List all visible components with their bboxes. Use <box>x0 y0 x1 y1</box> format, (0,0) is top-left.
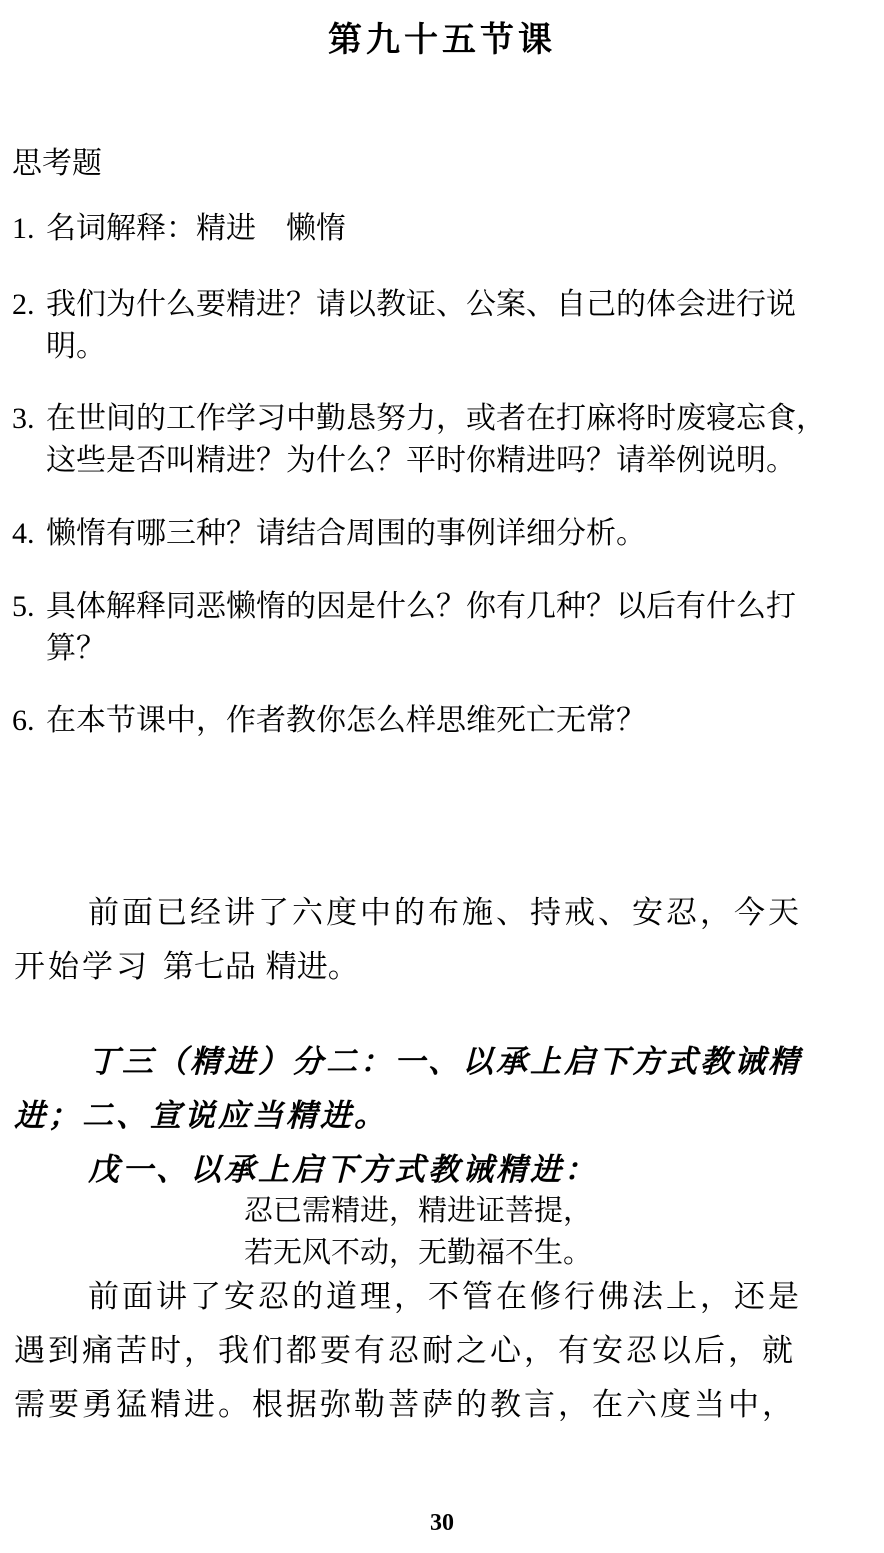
question-number: 2. <box>12 288 35 321</box>
question-number: 6. <box>12 704 35 737</box>
question-2 <box>12 284 872 368</box>
outline-heading <box>14 1035 872 1197</box>
outline-line-2: 进；二、宣说应当精进。 <box>14 1098 388 1134</box>
intro-line-2 <box>14 940 872 994</box>
question-text: 在本节课中，作者教你怎么样思维死亡无常？ <box>46 703 646 738</box>
questions-heading: 思考题 <box>12 146 102 181</box>
question-5 <box>12 586 872 670</box>
intro-prefix: 开始学习 <box>14 949 150 985</box>
body-paragraph <box>14 1270 872 1432</box>
question-text-continued: 算？ <box>46 631 106 666</box>
question-1 <box>12 208 872 250</box>
question-text: 懒惰有哪三种？请结合周围的事例详细分析。 <box>46 516 646 551</box>
outline-line-1: 丁三（精进）分二：一、以承上启下方式教诫精 <box>88 1044 802 1080</box>
question-text: 名词解释：精进 懒惰 <box>46 211 346 246</box>
question-text-continued: 这些是否叫精进？为什么？平时你精进吗？请举例说明。 <box>46 443 796 478</box>
question-text: 我们为什么要精进？请以教证、公案、自己的体会进行说 <box>46 287 796 322</box>
outline-line-3: 戊一、以承上启下方式教诫精进： <box>88 1152 598 1188</box>
intro-line-1: 前面已经讲了六度中的布施、持戒、安忍，今天 <box>88 895 802 931</box>
page-number: 30 <box>430 1510 454 1536</box>
question-6 <box>12 700 872 742</box>
question-3 <box>12 398 872 482</box>
verse-line-1: 忍已需精进，精进证菩提， <box>244 1193 593 1227</box>
body-line-3: 需要勇猛精进。根据弥勒菩萨的教言，在六度当中， <box>14 1387 796 1423</box>
question-number: 4. <box>12 517 35 550</box>
body-line-2: 遇到痛苦时，我们都要有忍耐之心，有安忍以后，就 <box>14 1333 796 1369</box>
question-number: 5. <box>12 590 35 623</box>
verse-line-2: 若无风不动，无勤福不生。 <box>244 1235 593 1269</box>
question-number: 3. <box>12 402 35 435</box>
verse <box>244 1189 592 1273</box>
intro-paragraph <box>14 886 872 994</box>
question-text: 在世间的工作学习中勤恳努力，或者在打麻将时废寝忘食， <box>46 401 826 436</box>
chapter-title: 第七品 精进。 <box>162 949 359 985</box>
question-text-continued: 明。 <box>46 329 106 364</box>
body-line-1: 前面讲了安忍的道理，不管在修行佛法上，还是 <box>88 1279 802 1315</box>
page-title: 第九十五节课 <box>328 20 556 60</box>
question-number: 1. <box>12 212 35 245</box>
question-4 <box>12 513 872 555</box>
question-text: 具体解释同恶懒惰的因是什么？你有几种？以后有什么打 <box>46 589 796 624</box>
